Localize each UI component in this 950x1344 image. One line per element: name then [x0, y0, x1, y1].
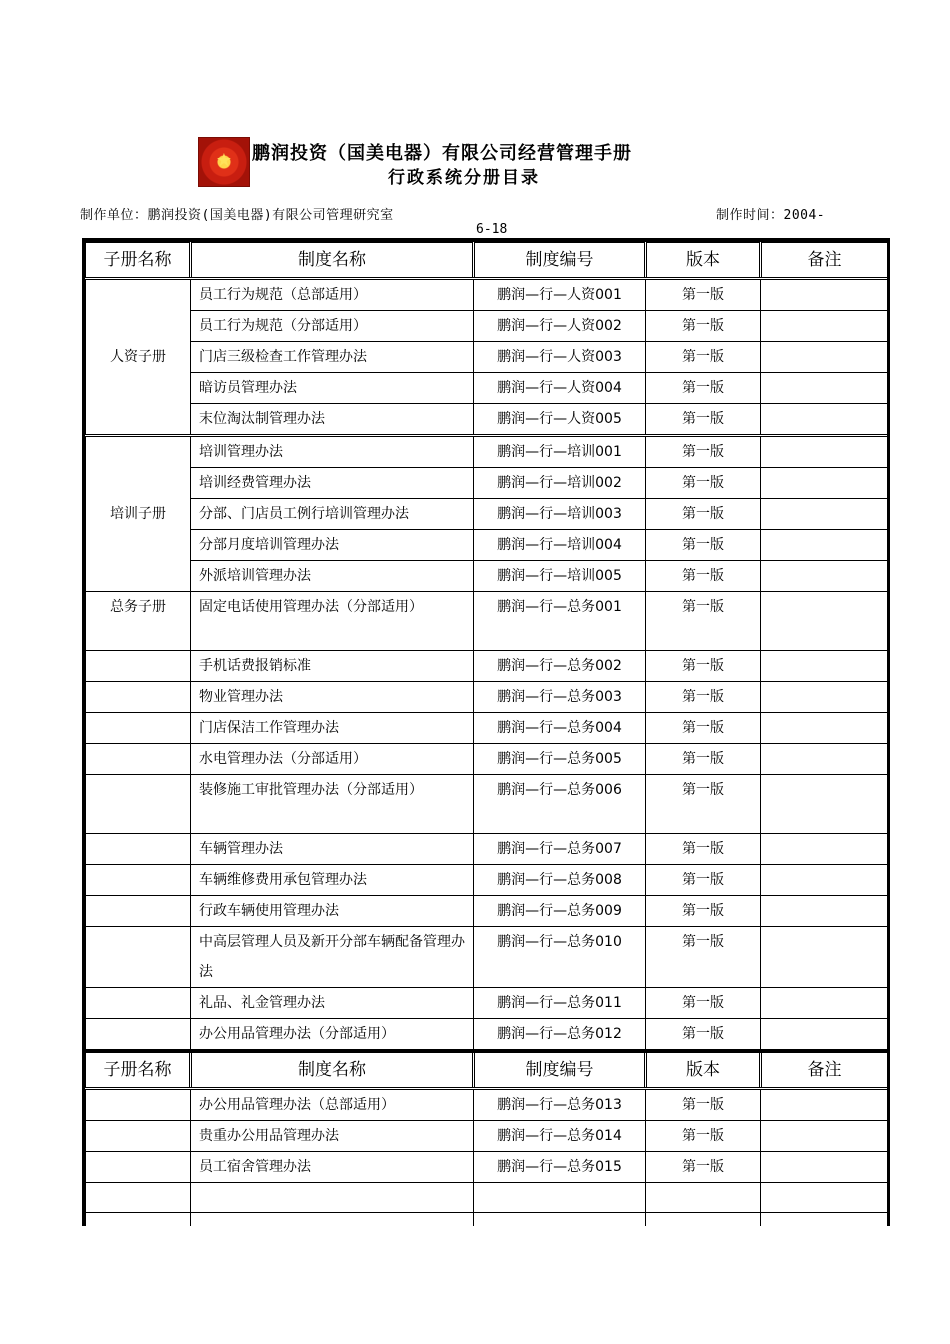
policy-note [761, 896, 888, 927]
policy-code: 鹏润—行—总务010 [474, 927, 646, 988]
group-cell [86, 834, 191, 865]
policy-note [761, 651, 888, 682]
policy-note [761, 279, 888, 311]
policy-version: 第一版 [646, 279, 761, 311]
policy-code: 鹏润—行—培训001 [474, 436, 646, 468]
policy-name: 手机话费报销标准 [191, 651, 474, 682]
policy-name: 员工行为规范（分部适用） [191, 311, 474, 342]
maker-info: 制作单位：鹏润投资(国美电器)有限公司管理研究室 [80, 208, 394, 223]
policy-version: 第一版 [646, 713, 761, 744]
policy-note [761, 927, 888, 988]
policy-version: 第一版 [646, 342, 761, 373]
policy-name: 中高层管理人员及新开分部车辆配备管理办法 [191, 927, 474, 988]
policy-note [761, 1213, 888, 1227]
policy-code: 鹏润—行—培训005 [474, 561, 646, 592]
table-row [86, 342, 888, 373]
policy-version: 第一版 [646, 744, 761, 775]
table-row [86, 1121, 888, 1152]
policy-version: 第一版 [646, 988, 761, 1019]
policy-version: 第一版 [646, 1152, 761, 1183]
policy-name: 培训管理办法 [191, 436, 474, 468]
group-cell [86, 1121, 191, 1152]
policy-note [761, 561, 888, 592]
star-icon: ★ [215, 150, 233, 171]
document-subtitle: 行政系统分册目录 [388, 168, 540, 188]
policy-note [761, 988, 888, 1019]
policy-note [761, 1089, 888, 1121]
group-cell [86, 713, 191, 744]
column-header: 版本 [646, 243, 761, 279]
policy-version: 第一版 [646, 561, 761, 592]
policy-note [761, 530, 888, 561]
policy-note [761, 373, 888, 404]
group-cell [86, 775, 191, 834]
policy-code: 鹏润—行—人资005 [474, 404, 646, 436]
policy-name: 物业管理办法 [191, 682, 474, 713]
policy-code: 鹏润—行—总务006 [474, 775, 646, 834]
policy-note [761, 311, 888, 342]
policy-name: 办公用品管理办法（总部适用） [191, 1089, 474, 1121]
policy-name: 员工宿舍管理办法 [191, 1152, 474, 1183]
policy-code: 鹏润—行—总务009 [474, 896, 646, 927]
policy-name: 外派培训管理办法 [191, 561, 474, 592]
table-row [86, 530, 888, 561]
table-row [86, 1019, 888, 1052]
policy-version: 第一版 [646, 592, 761, 651]
policy-version: 第一版 [646, 530, 761, 561]
group-cell [86, 682, 191, 713]
policy-name: 门店保洁工作管理办法 [191, 713, 474, 744]
table-row [86, 713, 888, 744]
table-row [86, 561, 888, 592]
policy-version: 第一版 [646, 404, 761, 436]
policy-version: 第一版 [646, 468, 761, 499]
policy-name: 车辆管理办法 [191, 834, 474, 865]
policy-name: 装修施工审批管理办法（分部适用） [191, 775, 474, 834]
column-header: 备注 [761, 243, 888, 279]
policy-code: 鹏润—行—人资004 [474, 373, 646, 404]
table-header-row [86, 1051, 888, 1089]
table-row [86, 834, 888, 865]
policy-name: 末位淘汰制管理办法 [191, 404, 474, 436]
column-header: 子册名称 [86, 1051, 191, 1089]
document-title: 鹏润投资（国美电器）有限公司经营管理手册 [252, 143, 632, 164]
group-cell [86, 1183, 191, 1213]
table-row [86, 988, 888, 1019]
policy-code: 鹏润—行—总务005 [474, 744, 646, 775]
column-header: 子册名称 [86, 243, 191, 279]
policy-note [761, 1152, 888, 1183]
policy-version: 第一版 [646, 311, 761, 342]
group-cell [86, 865, 191, 896]
policy-note [761, 682, 888, 713]
group-cell [86, 1019, 191, 1052]
policy-name [191, 1213, 474, 1227]
table-row [86, 1183, 888, 1213]
policy-version: 第一版 [646, 1019, 761, 1052]
policy-note [761, 1183, 888, 1213]
policy-name: 门店三级检查工作管理办法 [191, 342, 474, 373]
policy-note [761, 404, 888, 436]
policy-name: 礼品、礼金管理办法 [191, 988, 474, 1019]
column-header: 制度编号 [474, 243, 646, 279]
policy-name: 水电管理办法（分部适用） [191, 744, 474, 775]
table-row [86, 311, 888, 342]
table-row [86, 1089, 888, 1121]
group-cell [86, 651, 191, 682]
policy-code: 鹏润—行—总务015 [474, 1152, 646, 1183]
policy-code: 鹏润—行—总务007 [474, 834, 646, 865]
policy-note [761, 499, 888, 530]
policy-note [761, 468, 888, 499]
policy-code: 鹏润—行—人资002 [474, 311, 646, 342]
policy-version: 第一版 [646, 775, 761, 834]
group-name: 总务子册 [86, 592, 191, 651]
column-header: 备注 [761, 1051, 888, 1089]
group-cell [86, 1152, 191, 1183]
policy-version: 第一版 [646, 865, 761, 896]
policy-name: 行政车辆使用管理办法 [191, 896, 474, 927]
policy-note [761, 342, 888, 373]
policy-code: 鹏润—行—总务011 [474, 988, 646, 1019]
policy-code: 鹏润—行—培训003 [474, 499, 646, 530]
policy-version: 第一版 [646, 373, 761, 404]
policy-name: 分部、门店员工例行培训管理办法 [191, 499, 474, 530]
table-row [86, 682, 888, 713]
policy-note [761, 1019, 888, 1052]
column-header: 制度名称 [191, 1051, 474, 1089]
policy-code: 鹏润—行—总务013 [474, 1089, 646, 1121]
group-cell [86, 896, 191, 927]
group-name: 人资子册 [86, 279, 191, 436]
date-info-cont: 6-18 [476, 222, 508, 237]
policy-version: 第一版 [646, 499, 761, 530]
policy-version: 第一版 [646, 651, 761, 682]
group-cell [86, 1213, 191, 1227]
table-row [86, 468, 888, 499]
policy-version: 第一版 [646, 436, 761, 468]
policy-code: 鹏润—行—总务014 [474, 1121, 646, 1152]
table-row [86, 744, 888, 775]
policy-note [761, 713, 888, 744]
table-row [86, 499, 888, 530]
policy-code: 鹏润—行—培训004 [474, 530, 646, 561]
table-row [86, 279, 888, 311]
policy-code [474, 1213, 646, 1227]
policy-version: 第一版 [646, 1121, 761, 1152]
policy-note [761, 865, 888, 896]
policy-code: 鹏润—行—总务001 [474, 592, 646, 651]
column-header: 制度编号 [474, 1051, 646, 1089]
policy-name: 分部月度培训管理办法 [191, 530, 474, 561]
policy-note [761, 744, 888, 775]
policy-name: 办公用品管理办法（分部适用） [191, 1019, 474, 1052]
date-info: 制作时间：2004- [716, 208, 826, 223]
table-row [86, 373, 888, 404]
policy-version [646, 1213, 761, 1227]
policy-code [474, 1183, 646, 1213]
group-cell [86, 927, 191, 988]
policy-version: 第一版 [646, 834, 761, 865]
policy-note [761, 436, 888, 468]
policy-name: 培训经费管理办法 [191, 468, 474, 499]
policy-name [191, 1183, 474, 1213]
table-row [86, 592, 888, 651]
group-name: 培训子册 [86, 436, 191, 592]
policy-note [761, 775, 888, 834]
table-row [86, 436, 888, 468]
policy-code: 鹏润—行—人资003 [474, 342, 646, 373]
column-header: 版本 [646, 1051, 761, 1089]
policy-version: 第一版 [646, 682, 761, 713]
policy-code: 鹏润—行—总务002 [474, 651, 646, 682]
policy-code: 鹏润—行—培训002 [474, 468, 646, 499]
policy-name: 暗访员管理办法 [191, 373, 474, 404]
policy-version: 第一版 [646, 927, 761, 988]
group-cell [86, 1089, 191, 1121]
policy-name: 员工行为规范（总部适用） [191, 279, 474, 311]
table-row [86, 404, 888, 436]
policy-note [761, 834, 888, 865]
group-cell [86, 988, 191, 1019]
table-row [86, 927, 888, 988]
table-header-row [86, 243, 888, 279]
table-row [86, 775, 888, 834]
policy-code: 鹏润—行—总务004 [474, 713, 646, 744]
policy-note [761, 1121, 888, 1152]
company-logo [198, 137, 250, 187]
column-header: 制度名称 [191, 243, 474, 279]
policy-name: 车辆维修费用承包管理办法 [191, 865, 474, 896]
policy-code: 鹏润—行—人资001 [474, 279, 646, 311]
policy-code: 鹏润—行—总务012 [474, 1019, 646, 1052]
policy-code: 鹏润—行—总务003 [474, 682, 646, 713]
policy-version [646, 1183, 761, 1213]
policy-version: 第一版 [646, 896, 761, 927]
policy-note [761, 592, 888, 651]
policy-name: 固定电话使用管理办法（分部适用） [191, 592, 474, 651]
table-row [86, 651, 888, 682]
table-row [86, 1213, 888, 1227]
group-cell [86, 744, 191, 775]
policy-code: 鹏润—行—总务008 [474, 865, 646, 896]
policy-version: 第一版 [646, 1089, 761, 1121]
table-row [86, 865, 888, 896]
catalog-table [82, 238, 890, 1226]
table-row [86, 1152, 888, 1183]
policy-name: 贵重办公用品管理办法 [191, 1121, 474, 1152]
table-row [86, 896, 888, 927]
